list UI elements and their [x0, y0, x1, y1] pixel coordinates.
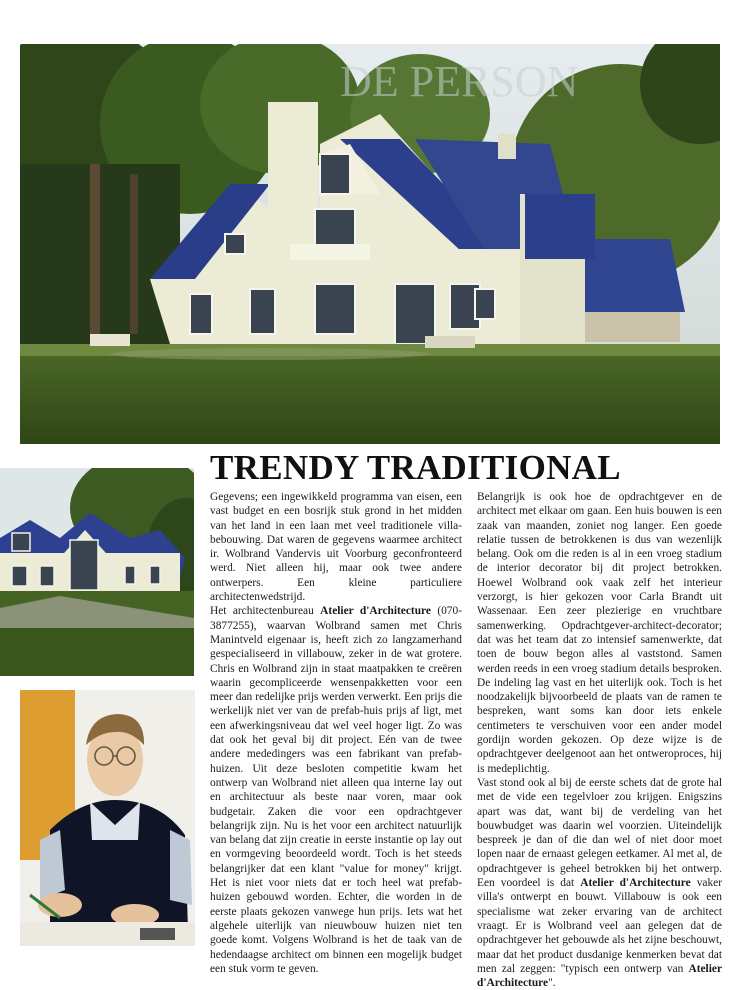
watermark-text: DE PERSON [340, 57, 579, 106]
architect-portrait-photo [20, 690, 195, 946]
article-paragraph: Gegevens; een ingewikkeld programma van eisen, een vast budget en een bosrijk stuk grond in het midden van het land in een laan met veel traditionele villa-bebouwing. Dat waren de gegevens waarmee architect ir. Wolbrand Vandervis uit Voorburg geconfronteerd werd. Niet alleen hij, maar ook twee andere ontwerpers. Een kleine particuliere architectenwedstrijd. [210, 491, 462, 604]
article-paragraph [210, 604, 462, 976]
article-paragraph [477, 776, 722, 990]
article-column-right [477, 490, 722, 990]
article-column-left [210, 490, 462, 976]
body-text: ". [548, 977, 556, 990]
body-text: Vast stond ook al bij de eerste schets dat de grote hal met de vide een tegelvloer zou krijgen. Enigszins apart was dat, want bij de verdeling van het bouwbudget was daarin wel voorzien. Uiteindelijk bespreek je dan of die dan wel of niet door moet lopen naar de ernaast gelegen eetkamer. Al met al, de opdrachtgever is geheel betrokken bij het ontwerp. Een voordeel is dat [477, 776, 722, 890]
company-name: Atelier d'Architecture [580, 877, 691, 890]
body-text: (070-3877255), waarvan Wolbrand samen met Chris Manintveld eigenaar is, heeft zich zo langzamerhand gespecialiseerd in villabouw, zeker in de wat grotere. Chris en Wolbrand zijn in staat maatpakken te creëren waarin gecompliceerde wensenpakketten voor een meer dan redelijke prijs werden verwerkt. Een prijs die werkelijk niet ver van de prefab-huis prijs af ligt, met een afwerkingsniveau dat wel veel hoger ligt. Zo was dat ook het geval bij dit project. Eén van de twee andere mededingers was een fabrikant van prefab-huizen. Uit deze besloten competitie kwam het ontwerp van Wolbrand niet alleen qua interne lay out en architectuur als beste naar voren, maar ook budgetair. Zaken die voor een opdrachtgever belangrijk zijn. Nu is het voor een architect natuurlijk van belang dat zijn creatie in eerste instantie op lay out en vormgeving beoordeeld wordt. Toch is het steeds belangrijker dat een klant "value for money" krijgt. Het is niet voor niets dat er toch heel wat prefab-huizen gebouwd worden. Echter, die worden in de eerste plaats gekozen vanwege hun prijs. Iets wat het algehele uiterlijk van nieuwbouw huizen niet ten goede komt. Volgens Wolbrand is het de taak van de hedendaagse architect om binnen een mogelijk budget een stuk vorm te geven. [210, 605, 462, 975]
article-paragraph: Belangrijk is ook hoe de opdrachtgever en de architect met elkaar om gaan. Een huis bouwen is een zaak van maanden, zoniet nog langer. Een goede relatie tussen de betrokkenen is dus van wezenlijk belang. Ook om die reden is al in een vroeg stadium de interior decorator bij dit project betrokken. Hoewel Wolbrand ook vaak zelf het interieur verzorgt, is hier gekozen voor Carla Brandt uit Wassenaar. Een zeer plezierige en vruchtbare samenwerking. Opdrachtgever-architect-decorator; dat was het team dat zo intensief samenwerkte, dat toen de bouw begon alles al vaststond. Samen werden reeds in een vroeg stadium details besproken. De indeling lag vast en het uiterlijk ook. Toch is het noodzakelijk bijvoorbeeld de plaats van de ramen te bespreken, want soms kan door iets enkele centimeters te verschuiven voor een ander model gordijn worden gekozen. Op deze wijze is de opdrachtgever deelgenoot aan het ontweroproces, hij is medeplichtig. [477, 491, 722, 775]
body-text: Het architectenbureau [210, 605, 321, 618]
company-name: Atelier d'Architecture [477, 962, 722, 990]
article-headline: TRENDY TRADITIONAL [210, 448, 621, 487]
company-name: Atelier d'Architecture [320, 605, 431, 618]
secondary-house-photo [0, 468, 194, 676]
main-house-photo [20, 44, 720, 444]
body-text: vaker villa's ontwerpt en bouwt. Villabouw is ook een specialisme wat zeker ervaring van de architect vraagt. Er is Wolbrand veel aan gelegen dat de opdrachtgever het gebouwde als het zijne beschouwt, maar dat het product dusdanige kenmerken bevat dat men zal zeggen: "typisch een ontwerp van [477, 877, 722, 975]
